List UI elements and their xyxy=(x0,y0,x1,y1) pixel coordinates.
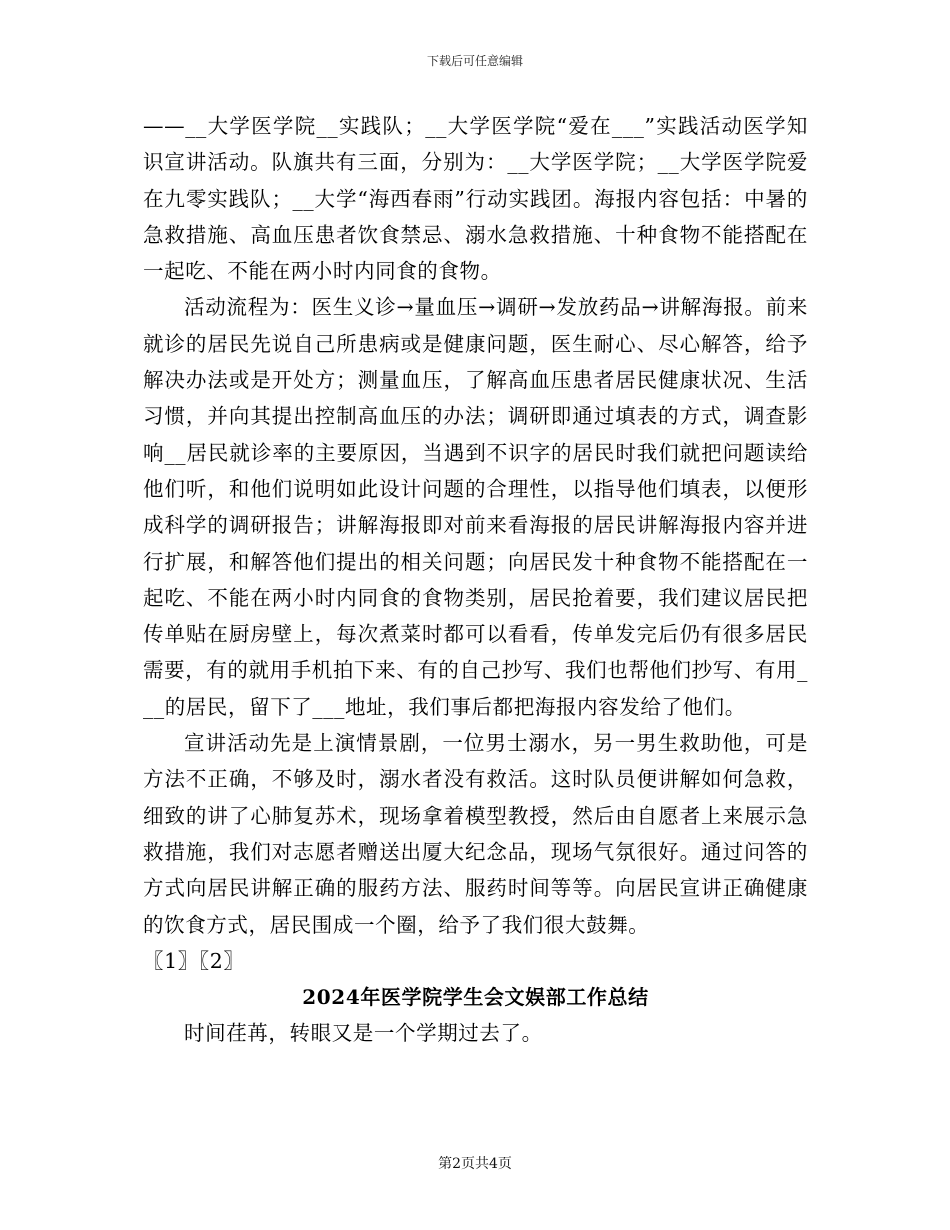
page-header: 下载后可任意编辑 xyxy=(426,54,523,68)
page-footer: 第2页共4页 xyxy=(438,1156,512,1172)
section-title: 2024年医学院学生会文娱部工作总结 xyxy=(302,985,649,1010)
paragraph-intro: 时间荏苒，转眼又是一个学期过去了。 xyxy=(184,1021,543,1046)
reference-markers: 〖1〗〖2〗 xyxy=(143,948,245,973)
paragraph-team-flags: ——__大学医学院__实践队；__大学医学院“爱在___”实践活动医学知识宣讲活动。队旗共有三面，分别为：__大学医学院；__大学医学院爱在九零实践队；__大学“海西春雨”行动实践团。海报内容包括：中暑的急救措施、高血压患者饮食禁忌、溺水急救措施、十种食物不能搭配在一起吃、不能在两小时内同食的食物。 xyxy=(143,114,808,284)
document-body xyxy=(143,108,808,1052)
paragraph-lecture-activity: 宣讲活动先是上演情景剧，一位男士溺水，另一男生救助他，可是方法不正确，不够及时，溺水者没有救活。这时队员便讲解如何急救，细致的讲了心肺复苏术，现场拿着模型教授，然后由自愿者上来展示急救措施，我们对志愿者赠送出厦大纪念品，现场气氛很好。通过问答的方式向居民讲解正确的服药方法、服药时间等等。向居民宣讲正确健康的饮食方式，居民围成一个圈，给予了我们很大鼓舞。 xyxy=(143,731,808,937)
paragraph-activity-process: 活动流程为：医生义诊→量血压→调研→发放药品→讲解海报。前来就诊的居民先说自己所患病或是健康问题，医生耐心、尽心解答，给予解决办法或是开处方；测量血压，了解高血压患者居民健康状况、生活习惯，并向其提出控制高血压的办法；调研即通过填表的方式，调查影响__居民就诊率的主要原因，当遇到不识字的居民时我们就把问题读给他们听，和他们说明如此设计问题的合理性，以指导他们填表，以便形成科学的调研报告；讲解海报即对前来看海报的居民讲解海报内容并进行扩展，和解答他们提出的相关问题；向居民发十种食物不能搭配在一起吃、不能在两小时内同食的食物类别，居民抢着要，我们建议居民把传单贴在厨房壁上，每次煮菜时都可以看看，传单发完后仍有很多居民需要，有的就用手机拍下来、有的自己抄写、我们也帮他们抄写、有用___的居民，留下了___地址，我们事后都把海报内容发给了他们。 xyxy=(143,295,808,719)
